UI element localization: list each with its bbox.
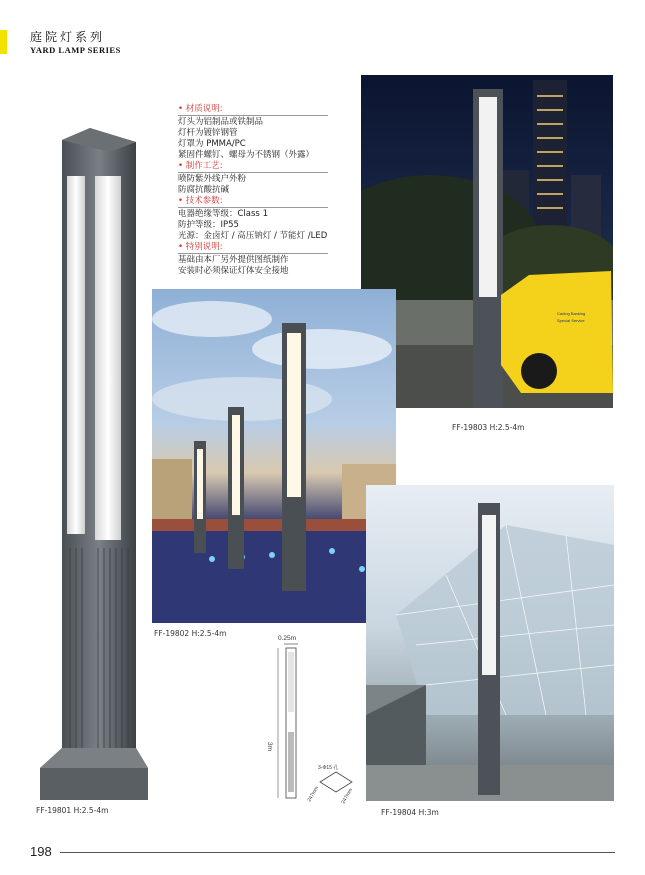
spec-line: 灯头为铝制品或铁制品 [178, 117, 264, 127]
taxi-text-b: Special Service [557, 318, 585, 323]
night-street-photo [361, 75, 613, 408]
spec-line: 安装时必须保证灯体安全接地 [178, 266, 289, 276]
spec-line: 喷防紫外线户外粉 [178, 174, 247, 184]
section-tab [0, 30, 7, 54]
glass-building-photo [366, 485, 614, 801]
caption-night-photo: FF-19803 H:2.5-4m [452, 423, 525, 432]
drawing-width-label: 0.25m [278, 635, 297, 642]
spec-block [178, 104, 328, 277]
caption-day-photo: FF-19802 H:2.5-4m [154, 629, 227, 638]
series-title-cn: 庭院灯系列 [30, 30, 106, 44]
drawing-base-label-a: 247mm [306, 785, 321, 803]
spec-heading-technical: • 技术参数: [178, 196, 223, 206]
footer-divider [60, 852, 615, 853]
lamp-diffuser-right [95, 176, 121, 540]
spec-line: 防护等级：IP55 [178, 220, 239, 230]
caption-glass-photo: FF-19804 H:3m [381, 808, 439, 817]
spec-heading-process: • 制作工艺: [178, 161, 223, 171]
spec-heading-material: • 材质说明: [178, 104, 223, 114]
spec-line: 基础由本厂另外提供图纸制作 [178, 255, 289, 265]
drawing-bolt-label: 3-Φ15 孔 [318, 765, 339, 771]
drawing-base-label-b: 247mm [340, 787, 355, 805]
spec-line: 灯罩为 PMMA/PC [178, 139, 246, 149]
plaza-photo [152, 289, 396, 623]
spec-line: 电器绝缘等级：Class 1 [178, 209, 268, 219]
spec-line: 灯杆为镀锌钢管 [178, 128, 238, 138]
caption-main-lamp: FF-19801 H:2.5-4m [36, 806, 109, 815]
series-title-en: YARD LAMP SERIES [30, 45, 121, 55]
spec-line: 光源：金卤灯 / 高压钠灯 / 节能灯 /LED [178, 231, 328, 241]
lamp-diffuser-left [67, 176, 85, 534]
main-lamp-render [40, 128, 148, 808]
page-number: 198 [30, 844, 52, 859]
spec-line: 防腐抗酸抗碱 [178, 185, 230, 195]
technical-drawing [262, 632, 362, 807]
drawing-height-label: 3m [266, 742, 273, 752]
spec-heading-notes: • 特别说明: [178, 242, 223, 252]
taxi-text-a: Carling Banking [557, 311, 586, 316]
spec-line: 紧固件螺钉、螺母为不锈钢（外露） [178, 150, 315, 160]
